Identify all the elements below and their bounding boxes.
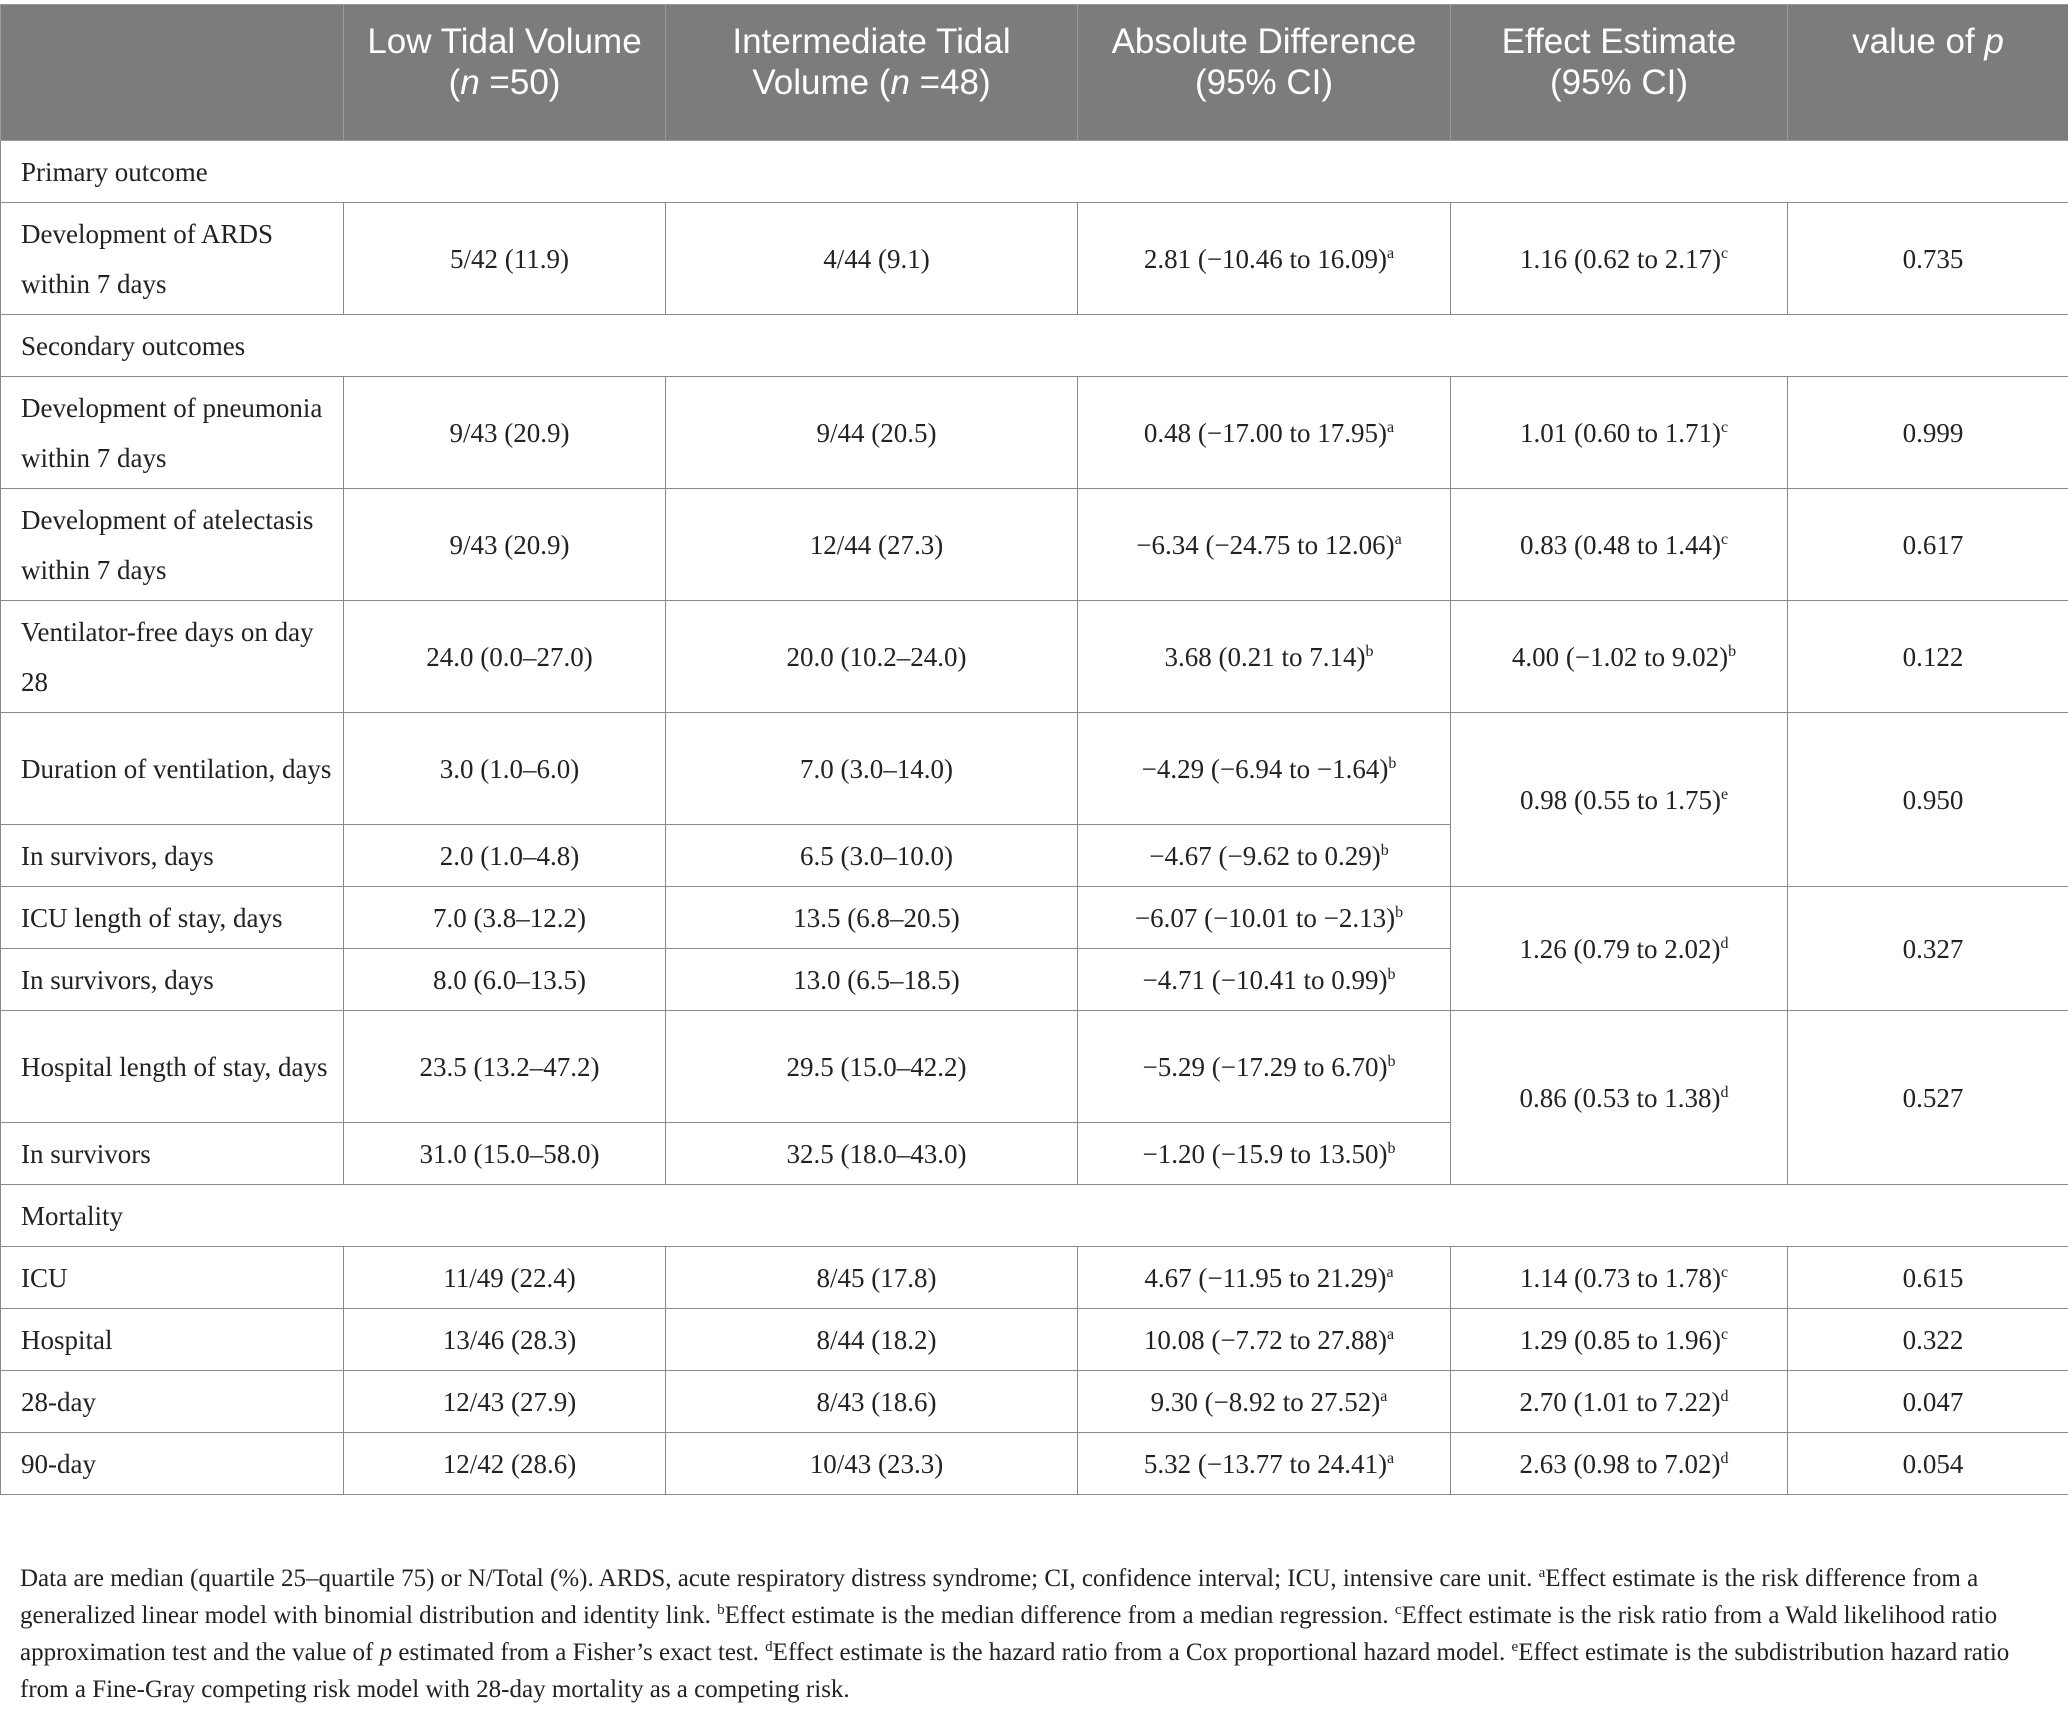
table-row [1, 1309, 2068, 1371]
cell-p: 0.047 [1788, 1371, 2068, 1433]
row-label: In survivors, days [1, 949, 344, 1011]
cell-difference: 10.08 (−7.72 to 27.88)$^a$ [1078, 1309, 1451, 1371]
cell-difference: −4.71 (−10.41 to 0.99)$^b$ [1078, 949, 1451, 1011]
table-row [1, 1247, 2068, 1309]
cell-difference: −4.29 (−6.94 to −1.64)$^b$ [1078, 713, 1451, 825]
cell-difference: −5.29 (−17.29 to 6.70)$^b$ [1078, 1011, 1451, 1123]
cell-intermediate: 10/43 (23.3) [666, 1433, 1078, 1495]
table-footnote: Data are median (quartile 25–quartile 75) or N/Total (%). ARDS, acute respiratory distress syndrome; CI, confidence interval; ICU, intensive care unit. $^a$Effect estimate is the risk difference from a generalized linear model with binomial distribution and identity link. $^b$Effect estimate is the median difference from a median regression. $^c$Effect estimate is the risk ratio from a Wald likelihood ratio approximation test and the value of p estimated from a Fisher’s exact test. $^d$Effect estimate is the hazard ratio from a Cox proportional hazard model. $^e$Effect estimate is the subdistribution hazard ratio from a Fine-Gray competing risk model with 28-day mortality as a competing risk. [20, 1565, 2010, 1703]
table-row [1, 713, 2068, 825]
cell-effect: 4.00 (−1.02 to 9.02)$^b$ [1451, 601, 1788, 713]
cell-p: 0.999 [1788, 377, 2068, 489]
outcomes-table [0, 4, 2068, 1495]
cell-effect: 1.26 (0.79 to 2.02)$^d$ [1451, 887, 1788, 1011]
cell-intermediate: 7.0 (3.0–14.0) [666, 713, 1078, 825]
cell-difference: 2.81 (−10.46 to 16.09)$^a$ [1078, 203, 1451, 315]
header-outcome [1, 5, 344, 141]
cell-effect: 1.01 (0.60 to 1.71)$^c$ [1451, 377, 1788, 489]
table-row [1, 377, 2068, 489]
cell-intermediate: 29.5 (15.0–42.2) [666, 1011, 1078, 1123]
cell-p: 0.950 [1788, 713, 2068, 887]
header-intermediate-tidal-volume: Intermediate Tidal Volume (n =48) [666, 5, 1078, 141]
cell-effect: 0.98 (0.55 to 1.75)$^e$ [1451, 713, 1788, 887]
table-row [1, 601, 2068, 713]
cell-low: 12/42 (28.6) [344, 1433, 666, 1495]
row-label: Hospital [1, 1309, 344, 1371]
cell-p: 0.054 [1788, 1433, 2068, 1495]
row-label: Development of ARDS within 7 days [1, 203, 344, 315]
cell-p: 0.122 [1788, 601, 2068, 713]
table-row [1, 203, 2068, 315]
cell-intermediate: 8/43 (18.6) [666, 1371, 1078, 1433]
cell-difference: 0.48 (−17.00 to 17.95)$^a$ [1078, 377, 1451, 489]
row-label: In survivors [1, 1123, 344, 1185]
cell-difference: −6.34 (−24.75 to 12.06)$^a$ [1078, 489, 1451, 601]
cell-intermediate: 13.0 (6.5–18.5) [666, 949, 1078, 1011]
cell-difference: 9.30 (−8.92 to 27.52)$^a$ [1078, 1371, 1451, 1433]
row-label: In survivors, days [1, 825, 344, 887]
section-label: Mortality [1, 1185, 2068, 1247]
row-label: Development of atelectasis within 7 days [1, 489, 344, 601]
cell-effect: 0.86 (0.53 to 1.38)$^d$ [1451, 1011, 1788, 1185]
cell-low: 3.0 (1.0–6.0) [344, 713, 666, 825]
table-row [1, 1433, 2068, 1495]
table-row [1, 1011, 2068, 1123]
table-header-row [1, 5, 2068, 141]
cell-p: 0.617 [1788, 489, 2068, 601]
cell-difference: 3.68 (0.21 to 7.14)$^b$ [1078, 601, 1451, 713]
cell-low: 11/49 (22.4) [344, 1247, 666, 1309]
cell-low: 31.0 (15.0–58.0) [344, 1123, 666, 1185]
cell-effect: 1.14 (0.73 to 1.78)$^c$ [1451, 1247, 1788, 1309]
cell-effect: 2.70 (1.01 to 7.22)$^d$ [1451, 1371, 1788, 1433]
cell-low: 5/42 (11.9) [344, 203, 666, 315]
cell-p: 0.322 [1788, 1309, 2068, 1371]
cell-effect: 1.16 (0.62 to 2.17)$^c$ [1451, 203, 1788, 315]
section-label: Secondary outcomes [1, 315, 2068, 377]
row-label: 28-day [1, 1371, 344, 1433]
cell-intermediate: 12/44 (27.3) [666, 489, 1078, 601]
header-effect-estimate: Effect Estimate (95% CI) [1451, 5, 1788, 141]
cell-p: 0.327 [1788, 887, 2068, 1011]
cell-intermediate: 8/45 (17.8) [666, 1247, 1078, 1309]
cell-difference: 4.67 (−11.95 to 21.29)$^a$ [1078, 1247, 1451, 1309]
section-row-mortality [1, 1185, 2068, 1247]
cell-intermediate: 9/44 (20.5) [666, 377, 1078, 489]
cell-low: 2.0 (1.0–4.8) [344, 825, 666, 887]
row-label: Duration of ventilation, days [1, 713, 344, 825]
cell-difference: −6.07 (−10.01 to −2.13)$^b$ [1078, 887, 1451, 949]
row-label: ICU length of stay, days [1, 887, 344, 949]
row-label: Development of pneumonia within 7 days [1, 377, 344, 489]
cell-effect: 1.29 (0.85 to 1.96)$^c$ [1451, 1309, 1788, 1371]
section-label: Primary outcome [1, 141, 2068, 203]
cell-p: 0.735 [1788, 203, 2068, 315]
table-row [1, 1371, 2068, 1433]
cell-low: 24.0 (0.0–27.0) [344, 601, 666, 713]
cell-low: 9/43 (20.9) [344, 489, 666, 601]
table-row [1, 887, 2068, 949]
cell-low: 7.0 (3.8–12.2) [344, 887, 666, 949]
header-low-tidal-volume: Low Tidal Volume (n =50) [344, 5, 666, 141]
cell-intermediate: 6.5 (3.0–10.0) [666, 825, 1078, 887]
cell-effect: 0.83 (0.48 to 1.44)$^c$ [1451, 489, 1788, 601]
cell-difference: −4.67 (−9.62 to 0.29)$^b$ [1078, 825, 1451, 887]
cell-intermediate: 4/44 (9.1) [666, 203, 1078, 315]
cell-low: 13/46 (28.3) [344, 1309, 666, 1371]
cell-p: 0.615 [1788, 1247, 2068, 1309]
cell-intermediate: 8/44 (18.2) [666, 1309, 1078, 1371]
row-label: 90-day [1, 1433, 344, 1495]
cell-low: 23.5 (13.2–47.2) [344, 1011, 666, 1123]
cell-difference: −1.20 (−15.9 to 13.50)$^b$ [1078, 1123, 1451, 1185]
cell-effect: 2.63 (0.98 to 7.02)$^d$ [1451, 1433, 1788, 1495]
cell-low: 8.0 (6.0–13.5) [344, 949, 666, 1011]
cell-difference: 5.32 (−13.77 to 24.41)$^a$ [1078, 1433, 1451, 1495]
cell-p: 0.527 [1788, 1011, 2068, 1185]
table-row [1, 489, 2068, 601]
cell-intermediate: 13.5 (6.8–20.5) [666, 887, 1078, 949]
cell-low: 12/43 (27.9) [344, 1371, 666, 1433]
section-row-primary [1, 141, 2068, 203]
cell-intermediate: 32.5 (18.0–43.0) [666, 1123, 1078, 1185]
row-label: ICU [1, 1247, 344, 1309]
section-row-secondary [1, 315, 2068, 377]
header-p-value: value of p [1788, 5, 2068, 141]
header-absolute-difference: Absolute Difference (95% CI) [1078, 5, 1451, 141]
cell-low: 9/43 (20.9) [344, 377, 666, 489]
row-label: Ventilator-free days on day 28 [1, 601, 344, 713]
cell-intermediate: 20.0 (10.2–24.0) [666, 601, 1078, 713]
row-label: Hospital length of stay, days [1, 1011, 344, 1123]
